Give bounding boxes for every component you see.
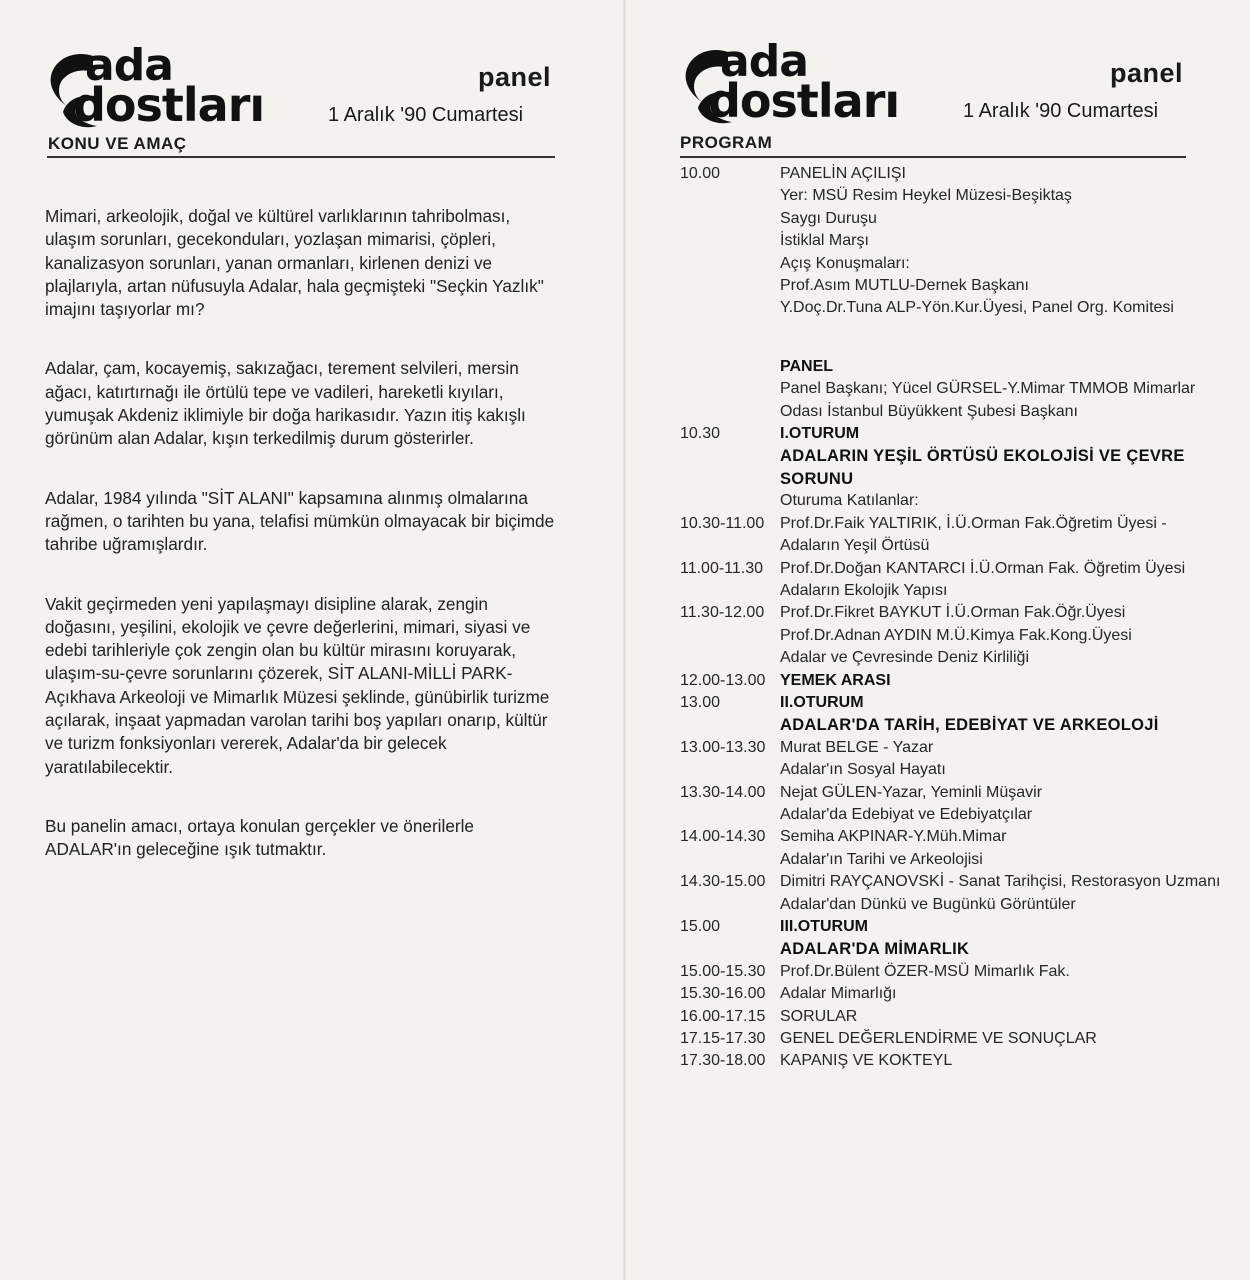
- program-item: ADALAR'DA TARİH, EDEBİYAT VE ARKEOLOJİ: [780, 716, 1159, 735]
- program-row: [680, 692, 1225, 714]
- program-time: 13.00: [680, 693, 721, 711]
- program-row: [680, 647, 1225, 669]
- program-item: SORULAR: [780, 1007, 858, 1025]
- program-item: Adalar Mimarlığı: [780, 985, 897, 1003]
- program-time: 15.30-16.00: [680, 985, 766, 1003]
- program-item: Prof.Dr.Adnan AYDIN M.Ü.Kimya Fak.Kong.Üyesi: [780, 626, 1132, 644]
- program-item: Oturuma Katılanlar:: [780, 492, 919, 510]
- program-item: Saygı Duruşu: [780, 209, 877, 227]
- program-time: [680, 230, 780, 252]
- program-time: 15.00: [680, 918, 721, 935]
- program-time: [680, 356, 780, 378]
- program-time: [680, 647, 780, 669]
- program-row: [680, 513, 1225, 558]
- program-row: [680, 759, 1225, 781]
- program-time: 10.00: [680, 165, 721, 182]
- program-time: 10.30-11.00: [680, 514, 765, 532]
- paragraph: Vakit geçirmeden yeni yapılaşmayı disipline alarak, zengin doğasını, yeşilini, ekolojik ve çevre değerlerini, mimari, siyasi ve edebi tarihleriyle çok zengin olan bu kültür mirasını koruyarak, ulaşım-su-çevre sorunlarını çözerek, SİT ALANI-MİLLİ PARK-Açıkhava Arkeoloji ve Mimarlık Müzesi şeklinde, günübirlik turizme açılarak, inşaat yapmadan varolan tarihi boş yapıları onarıp, kültür ve turizm fonksiyonları vererek, Adalar'da bir gelecek yaratılabilecektir.: [45, 593, 550, 777]
- paragraph: Mimari, arkeolojik, doğal ve kültürel varlıklarının tahribolması, ulaşım sorunları, gecekonduları, yozlaşan mimarisi, çöpleri, kanalizasyon sorunları, yanan ormanları, kirlenen denizi ve plajlarıyla, artan nüfusuyla Adalar, hala geçmişteki "Seçkin Yazlık" imajını taşıyorlar mı?: [45, 206, 544, 320]
- intro-text: [45, 205, 555, 898]
- program-time: [680, 804, 780, 826]
- program-time: 12.00-13.00: [680, 671, 766, 689]
- program-item: II.OTURUM: [780, 693, 864, 711]
- program-schedule: [680, 163, 1225, 1073]
- program-row: [680, 714, 1225, 736]
- paragraph: Adalar, 1984 yılında "SİT ALANI" kapsamına alınmış olmalarına rağmen, o tarihten bu yana, telafisi mümkün olmayacak bir biçimde tahribe uğramışlardır.: [45, 487, 555, 555]
- program-item: Y.Doç.Dr.Tuna ALP-Yön.Kur.Üyesi, Panel Org. Komitesi: [780, 299, 1174, 317]
- header-rule: [47, 156, 555, 158]
- program-item: Adaların Ekolojik Yapısı: [780, 581, 948, 599]
- program-item: Prof.Asım MUTLU-Dernek Başkanı: [780, 277, 1029, 295]
- program-row: [680, 275, 1225, 297]
- program-row: [680, 1050, 1225, 1072]
- program-item: YEMEK ARASI: [780, 671, 891, 689]
- program-time: [680, 185, 780, 207]
- program-row: [680, 871, 1225, 893]
- program-time: [680, 849, 780, 871]
- program-row: [680, 378, 1225, 423]
- program-time: [680, 297, 780, 319]
- program-row: [680, 894, 1225, 916]
- program-row: [680, 445, 1225, 490]
- program-row: [680, 356, 1225, 378]
- program-time: 11.00-11.30: [680, 559, 764, 577]
- program-row: [680, 983, 1225, 1005]
- program-item: İstiklal Marşı: [780, 232, 869, 250]
- program-item: Prof.Dr.Doğan KANTARCI İ.Ü.Orman Fak. Öğretim Üyesi: [780, 559, 1186, 577]
- program-row: [680, 916, 1225, 938]
- program-time: 17.30-18.00: [680, 1052, 766, 1070]
- panel-label: panel: [478, 62, 552, 92]
- program-item: Prof.Dr.Faik YALTIRIK, İ.Ü.Orman Fak.Öğretim Üyesi - Adaların Yeşil Örtüsü: [780, 514, 1167, 555]
- program-time: [680, 580, 780, 602]
- program-item: I.OTURUM: [780, 425, 860, 443]
- program-row: [680, 1006, 1225, 1028]
- program-time: 13.00-13.30: [680, 738, 766, 756]
- program-row: [680, 208, 1225, 230]
- program-row: [680, 826, 1225, 848]
- program-item: Prof.Dr.Fikret BAYKUT İ.Ü.Orman Fak.Öğr.Üyesi: [780, 604, 1126, 622]
- program-row: [680, 625, 1225, 647]
- program-row: [680, 558, 1225, 580]
- program-item: GENEL DEĞERLENDİRME VE SONUÇLAR: [780, 1030, 1097, 1048]
- program-time: 16.00-17.15: [680, 1007, 766, 1025]
- panel-label: panel: [1110, 58, 1184, 88]
- program-time: 17.15-17.30: [680, 1030, 766, 1048]
- ada-dostlari-logo: [45, 42, 285, 132]
- program-row: [680, 961, 1225, 983]
- program-item: PANELİN AÇILIŞI: [780, 165, 906, 182]
- program-row: [680, 737, 1225, 759]
- program-time: [680, 445, 780, 490]
- program-item: PANEL: [780, 357, 834, 375]
- program-item: Semiha AKPINAR-Y.Müh.Mimar: [780, 828, 1007, 846]
- program-row: [680, 804, 1225, 826]
- program-time: [680, 253, 780, 275]
- program-row: [680, 253, 1225, 275]
- program-item: Adalar'da Edebiyat ve Edebiyatçılar: [780, 805, 1033, 823]
- program-row: [680, 297, 1225, 319]
- program-item: Murat BELGE - Yazar: [780, 738, 934, 756]
- program-row: [680, 163, 1225, 185]
- program-row: [680, 230, 1225, 252]
- program-time: [680, 714, 780, 736]
- program-item: Açış Konuşmaları:: [780, 254, 910, 272]
- program-time: 15.00-15.30: [680, 962, 766, 980]
- logo-text-dostlari: dostları: [708, 74, 900, 128]
- program-row: [680, 602, 1225, 624]
- program-row: [680, 849, 1225, 871]
- program-item: Nejat GÜLEN-Yazar, Yeminli Müşavir: [780, 783, 1043, 801]
- logo-text-ada: ada: [720, 36, 808, 87]
- program-time: [680, 625, 780, 647]
- logo-text-ada: ada: [85, 40, 173, 91]
- program-time: 14.30-15.00: [680, 873, 766, 891]
- program-row: [680, 1028, 1225, 1050]
- program-item: Adalar'ın Sosyal Hayatı: [780, 761, 946, 779]
- paragraph: Adalar, çam, kocayemiş, sakızağacı, terement selvileri, mersin ağacı, katırtırnağı ile örtülü tepe ve vadileri, hareketli kıyıları, yumuşak Akdeniz iklimiyle bir doğa harikasıdır. Yazın itiş kakışlı görünüm alan Adalar, kışın terkedilmiş durum gösterirler.: [45, 358, 526, 449]
- program-time: 14.00-14.30: [680, 828, 766, 846]
- program-time: [680, 208, 780, 230]
- program-item: Adalar'dan Dünkü ve Bugünkü Görüntüler: [780, 895, 1076, 913]
- program-time: [680, 938, 780, 960]
- program-time: [680, 378, 780, 423]
- program-item: ADALAR'DA MİMARLIK: [780, 940, 970, 959]
- section-title: PROGRAM: [680, 133, 773, 152]
- section-title: KONU VE AMAÇ: [48, 134, 187, 153]
- program-time: [680, 490, 780, 512]
- program-time: 13.30-14.00: [680, 783, 766, 801]
- logo-text-dostlari: dostları: [73, 78, 265, 132]
- program-item: Panel Başkanı; Yücel GÜRSEL-Y.Mimar TMMOB Mimarlar Odası İstanbul Büyükkent Şubesi Başkanı: [780, 380, 1196, 420]
- program-item: ADALARIN YEŞİL ÖRTÜSÜ EKOLOJİSİ VE ÇEVRE SORUNU: [780, 447, 1185, 488]
- program-item: III.OTURUM: [780, 918, 868, 935]
- program-item: KAPANIŞ VE KOKTEYL: [780, 1052, 953, 1070]
- paragraph: Bu panelin amacı, ortaya konulan gerçekler ve önerilerle ADALAR'ın geleceğine ışık tutmaktır.: [45, 815, 474, 860]
- program-row: [680, 782, 1225, 804]
- program-time: [680, 894, 780, 916]
- program-time: 11.30-12.00: [680, 604, 765, 622]
- program-item: Dimitri RAYÇANOVSKİ - Sanat Tarihçisi, Restorasyon Uzmanı: [780, 873, 1221, 891]
- header-rule: [680, 156, 1186, 158]
- program-item: Adalar ve Çevresinde Deniz Kirliliği: [780, 649, 1029, 667]
- program-time: 10.30: [680, 425, 721, 443]
- event-date: 1 Aralık '90 Cumartesi: [963, 100, 1159, 122]
- program-item: Prof.Dr.Bülent ÖZER-MSÜ Mimarlık Fak.: [780, 962, 1070, 980]
- ada-dostlari-logo: [680, 38, 920, 128]
- program-row: [680, 185, 1225, 207]
- program-row: [680, 490, 1225, 512]
- program-item: Adalar'ın Tarihi ve Arkeolojisi: [780, 850, 983, 868]
- program-row: [680, 670, 1225, 692]
- program-spacer: [680, 320, 1225, 356]
- program-item: Yer: MSÜ Resim Heykel Müzesi-Beşiktaş: [780, 187, 1072, 205]
- event-date: 1 Aralık '90 Cumartesi: [328, 104, 524, 126]
- program-row: [680, 423, 1225, 445]
- program-time: [680, 275, 780, 297]
- program-row: [680, 938, 1225, 960]
- program-time: [680, 759, 780, 781]
- program-row: [680, 580, 1225, 602]
